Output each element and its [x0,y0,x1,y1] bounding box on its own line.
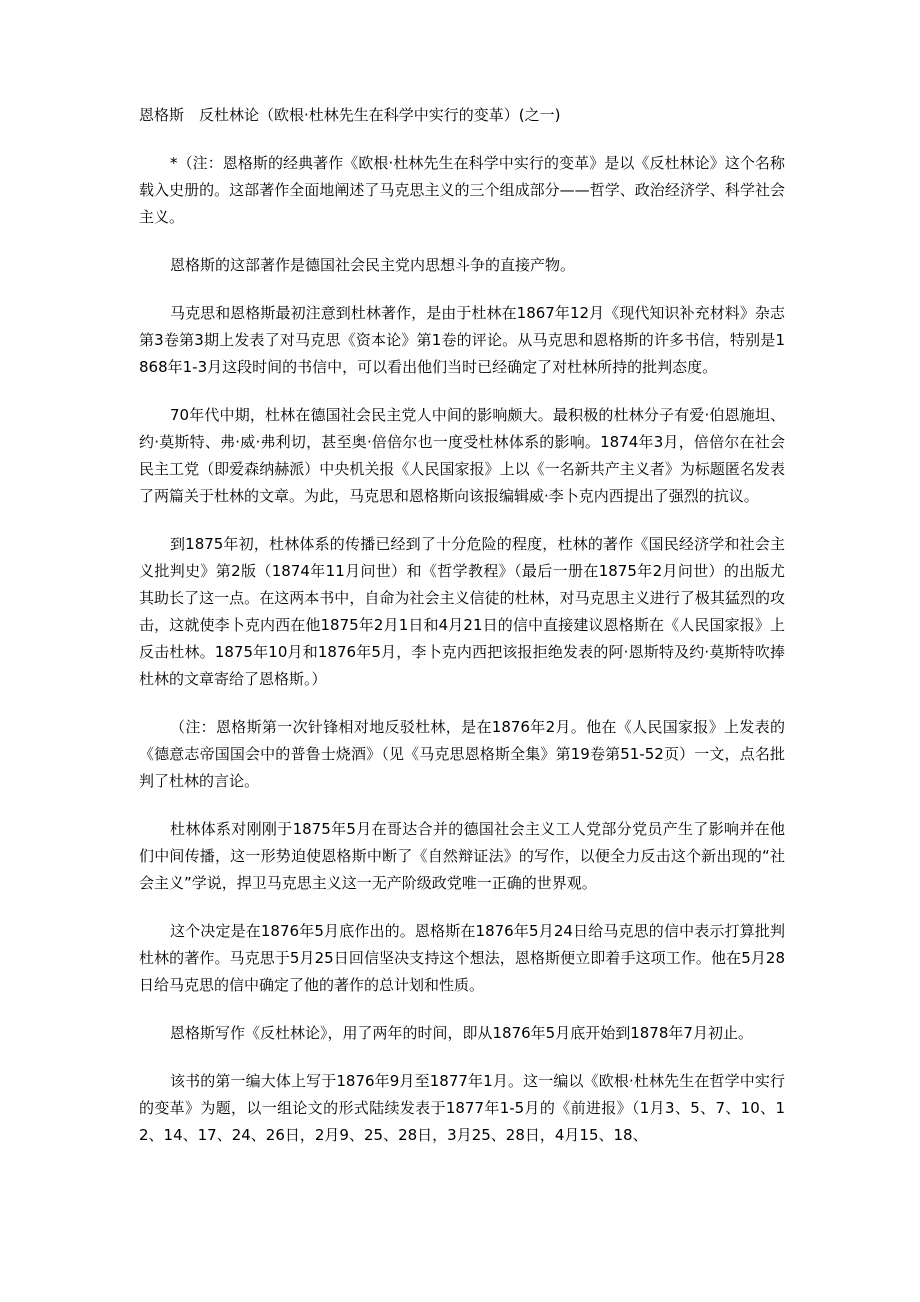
document-body [139,102,785,1170]
paragraph-seventies: 70年代中期，杜林在德国社会民主党人中间的影响颇大。最积极的杜林分子有爱·伯恩施坦、约·莫斯特、弗·威·弗利切，甚至奥·倍倍尔也一度受杜林体系的影响。1874年3月，倍倍尔在社会民主工党（即爱森纳赫派）中央机关报《人民国家报》上以《一名新共产主义者》为标题匿名发表了两篇关于杜林的文章。为此，马克思和恩格斯向该报编辑威·李卜克内西提出了强烈的抗议。 [139,406,785,505]
paragraph-first-attention: 马克思和恩格斯最初注意到杜林著作，是由于杜林在1867年12月《现代知识补充材料》杂志第3卷第3期上发表了对马克思《资本论》第1卷的评论。从马克思和恩格斯的许多书信，特别是1868年1-3月这段时间的书信中，可以看出他们当时已经确定了对杜林所持的批判态度。 [139,304,785,376]
paragraph-decision: 这个决定是在1876年5月底作出的。恩格斯在1876年5月24日给马克思的信中表示打算批判杜林的著作。马克思于5月25日回信坚决支持这个想法，恩格斯便立即着手这项工作。他在5月28日给马克思的信中确定了他的著作的总计划和性质。 [139,922,785,994]
paragraph-first-rebuttal-note: （注：恩格斯第一次针锋相对地反驳杜林，是在1876年2月。他在《人民国家报》上发表的《德意志帝国国会中的普鲁士烧酒》（见《马克思恩格斯全集》第19卷第51-52页）一文，点名批判了杜林的言论。 [139,718,785,790]
paragraph-origin: 恩格斯的这部著作是德国社会民主党内思想斗争的直接产物。 [170,256,576,274]
paragraph-writing-period: 恩格斯写作《反杜林论》，用了两年的时间，即从1876年5月底开始到1878年7月初止。 [170,1024,753,1042]
paragraph-1875: 到1875年初，杜林体系的传播已经到了十分危险的程度，杜林的著作《国民经济学和社会主义批判史》第2版（1874年11月问世）和《哲学教程》（最后一册在1875年2月问世）的出版尤其助长了这一点。在这两本书中，自命为社会主义信徒的杜林，对马克思主义进行了极其猛烈的攻击，这就使李卜克内西在他1875年2月1日和4月21日的信中直接建议恩格斯在《人民国家报》上反击杜林。1875年10月和1876年5月，李卜克内西把该报拒绝发表的阿·恩斯特及约·莫斯特吹捧杜林的文章寄给了恩格斯。） [139,535,785,688]
paragraph-gotha: 杜林体系对刚刚于1875年5月在哥达合并的德国社会主义工人党部分党员产生了影响并在他们中间传播，这一形势迫使恩格斯中断了《自然辩证法》的写作，以便全力反击这个新出现的“社会主义”学说，捍卫马克思主义这一无产阶级政党唯一正确的世界观。 [139,820,785,892]
paragraph-first-part: 该书的第一编大体上写于1876年9月至1877年1月。这一编以《欧根·杜林先生在哲学中实行的变革》为题，以一组论文的形式陆续发表于1877年1-5月的《前进报》（1月3、5、7、10、12、14、17、24、26日，2月9、25、28日，3月25、28日，4月15、18、 [139,1072,785,1144]
paragraph-editor-note: *（注：恩格斯的经典著作《欧根·杜林先生在科学中实行的变革》是以《反杜林论》这个名称载入史册的。这部著作全面地阐述了马克思主义的三个组成部分——哲学、政治经济学、科学社会主义。 [139,154,785,226]
document-title: 恩格斯 反杜林论（欧根·杜林先生在科学中实行的变革）(之一) [139,106,561,124]
